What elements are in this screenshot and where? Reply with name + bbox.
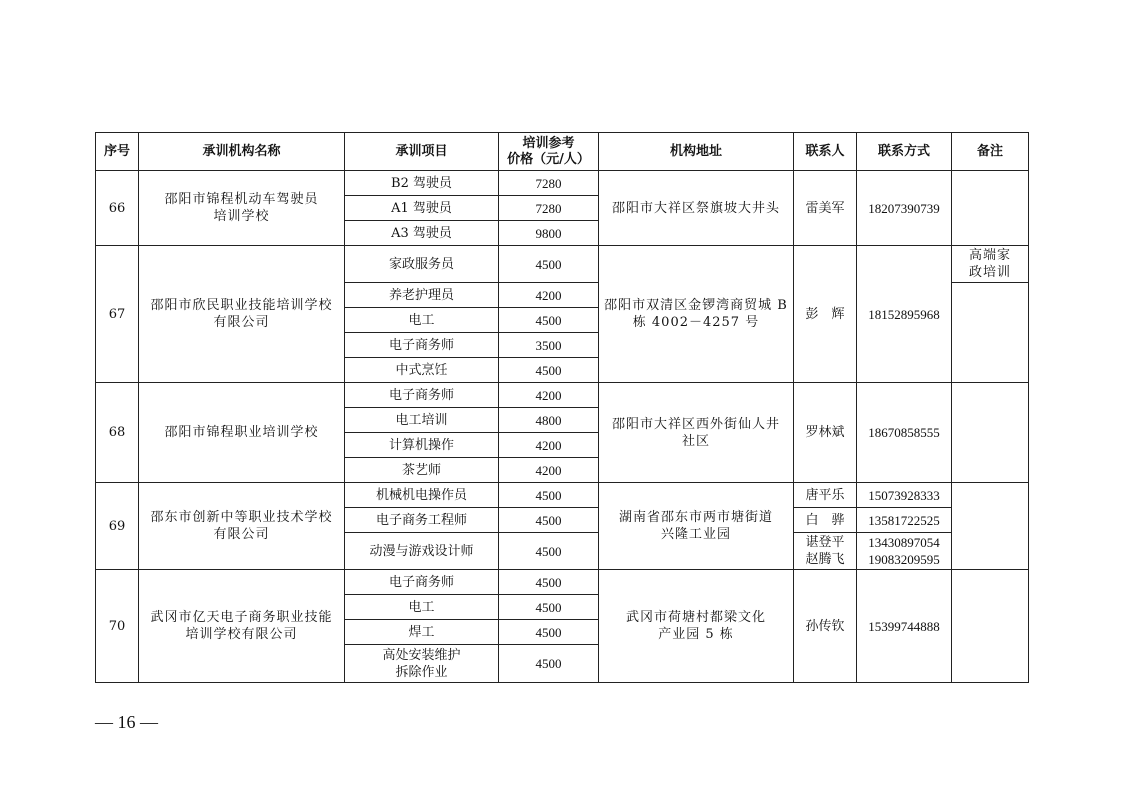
contact-person: 彭 辉 [794,246,857,383]
item-price: 4500 [499,483,599,508]
org-address [599,246,794,383]
item-price: 4800 [499,408,599,433]
contact-phone-line2: 19083209595 [868,552,940,567]
item-name: 茶艺师 [345,458,499,483]
org-name-line1: 武冈市亿天电子商务职业技能 [150,610,333,625]
item-price: 9800 [499,221,599,246]
org-address [599,570,794,683]
org-name [139,483,345,570]
item-name: 计算机操作 [345,433,499,458]
row-seq: 68 [96,383,139,483]
org-address-line2: 产业园 5 栋 [658,627,734,642]
item-price: 3500 [499,333,599,358]
item-name: 电子商务师 [345,333,499,358]
item-name: 电子商务工程师 [345,508,499,533]
org-name [139,171,345,246]
contact-person: 罗林斌 [794,383,857,483]
table-row [96,171,1029,196]
contact-person: 孙传钦 [794,570,857,683]
contact-person-line1: 谌登平 [805,535,845,550]
header-item: 承训项目 [345,133,499,171]
contact-phone-line1: 13430897054 [868,535,940,550]
org-address-line1: 湖南省邵东市两市塘街道 [618,510,773,525]
item-price: 7280 [499,196,599,221]
item-price: 4500 [499,533,599,570]
item-name: 电子商务师 [345,570,499,595]
org-name [139,570,345,683]
contact-phone: 15399744888 [857,570,952,683]
contact-phone [857,533,952,570]
header-contact: 联系人 [794,133,857,171]
item-price: 4500 [499,358,599,383]
item-name: 家政服务员 [345,246,499,283]
item-name: 电子商务师 [345,383,499,408]
row-seq: 70 [96,570,139,683]
item-price: 4500 [499,645,599,683]
org-address-line1: 邵阳市双清区金锣湾商贸城 B [604,298,788,313]
item-price: 4200 [499,383,599,408]
contact-person [794,533,857,570]
contact-person: 雷美军 [794,171,857,246]
org-name [139,246,345,383]
contact-phone: 15073928333 [857,483,952,508]
header-price [499,133,599,171]
contact-phone: 18152895968 [857,246,952,383]
item-price: 4500 [499,620,599,645]
row-seq: 69 [96,483,139,570]
table-row [96,246,1029,283]
table-row [96,570,1029,595]
item-price: 4500 [499,570,599,595]
header-price-line2: 价格（元/人） [507,151,590,167]
org-address-line1: 武冈市荷塘村都梁文化 [625,610,766,625]
item-name: 焊工 [345,620,499,645]
training-institutions-table [95,132,1029,683]
item-price: 4500 [499,246,599,283]
header-seq: 序号 [96,133,139,171]
row-seq: 67 [96,246,139,383]
note-line2: 政培训 [968,265,1011,280]
note-cell [952,570,1029,683]
contact-person: 白 骅 [794,508,857,533]
item-name-line2: 拆除作业 [395,664,448,680]
table-row [96,383,1029,408]
header-org: 承训机构名称 [139,133,345,171]
note-cell [952,171,1029,246]
item-name: 动漫与游戏设计师 [345,533,499,570]
contact-phone: 18207390739 [857,171,952,246]
item-price: 4500 [499,308,599,333]
org-name-line2: 培训学校 [213,209,270,224]
contact-phone: 18670858555 [857,383,952,483]
row-seq: 66 [96,171,139,246]
item-name: 中式烹饪 [345,358,499,383]
header-price-line1: 培训参考 [522,135,575,151]
item-name: A1 驾驶员 [345,196,499,221]
header-addr: 机构地址 [599,133,794,171]
note-line1: 高端家 [968,248,1011,263]
item-name-line1: 高处安装维护 [382,647,461,663]
org-name-line2: 有限公司 [213,315,270,330]
contact-phone: 13581722525 [857,508,952,533]
org-name-line1: 邵阳市锦程机动车驾驶员 [164,192,319,207]
org-address [599,483,794,570]
note-cell [952,383,1029,483]
org-name-line2: 培训学校有限公司 [185,627,298,642]
org-name: 邵阳市锦程职业培训学校 [139,383,345,483]
item-name: B2 驾驶员 [345,171,499,196]
item-name [345,645,499,683]
org-address-line2: 兴隆工业园 [660,527,731,542]
note-cell [952,483,1029,570]
page-number: — 16 — [95,712,158,732]
item-price: 4200 [499,433,599,458]
contact-person: 唐平乐 [794,483,857,508]
item-price: 4200 [499,458,599,483]
org-address: 邵阳市大祥区祭旗坡大井头 [599,171,794,246]
item-name: 养老护理员 [345,283,499,308]
org-name-line1: 邵阳市欣民职业技能培训学校 [150,298,333,313]
note-cell [952,246,1029,283]
org-address-line2: 栋 4002－4257 号 [632,315,760,330]
org-name-line2: 有限公司 [213,527,270,542]
item-name: 电工培训 [345,408,499,433]
item-name: 电工 [345,308,499,333]
header-phone: 联系方式 [857,133,952,171]
org-address [599,383,794,483]
item-price: 4200 [499,283,599,308]
item-price: 4500 [499,508,599,533]
item-name: 机械机电操作员 [345,483,499,508]
item-name: A3 驾驶员 [345,221,499,246]
item-price: 4500 [499,595,599,620]
contact-person-line2: 赵腾飞 [805,552,845,567]
item-name: 电工 [345,595,499,620]
note-cell [952,283,1029,383]
item-price: 7280 [499,171,599,196]
header-row [96,133,1029,171]
table-row [96,483,1029,508]
org-name-line1: 邵东市创新中等职业技术学校 [150,510,333,525]
header-note: 备注 [952,133,1029,171]
org-address-line2: 社区 [681,433,710,449]
org-address-line1: 邵阳市大祥区西外街仙人井 [611,416,780,432]
